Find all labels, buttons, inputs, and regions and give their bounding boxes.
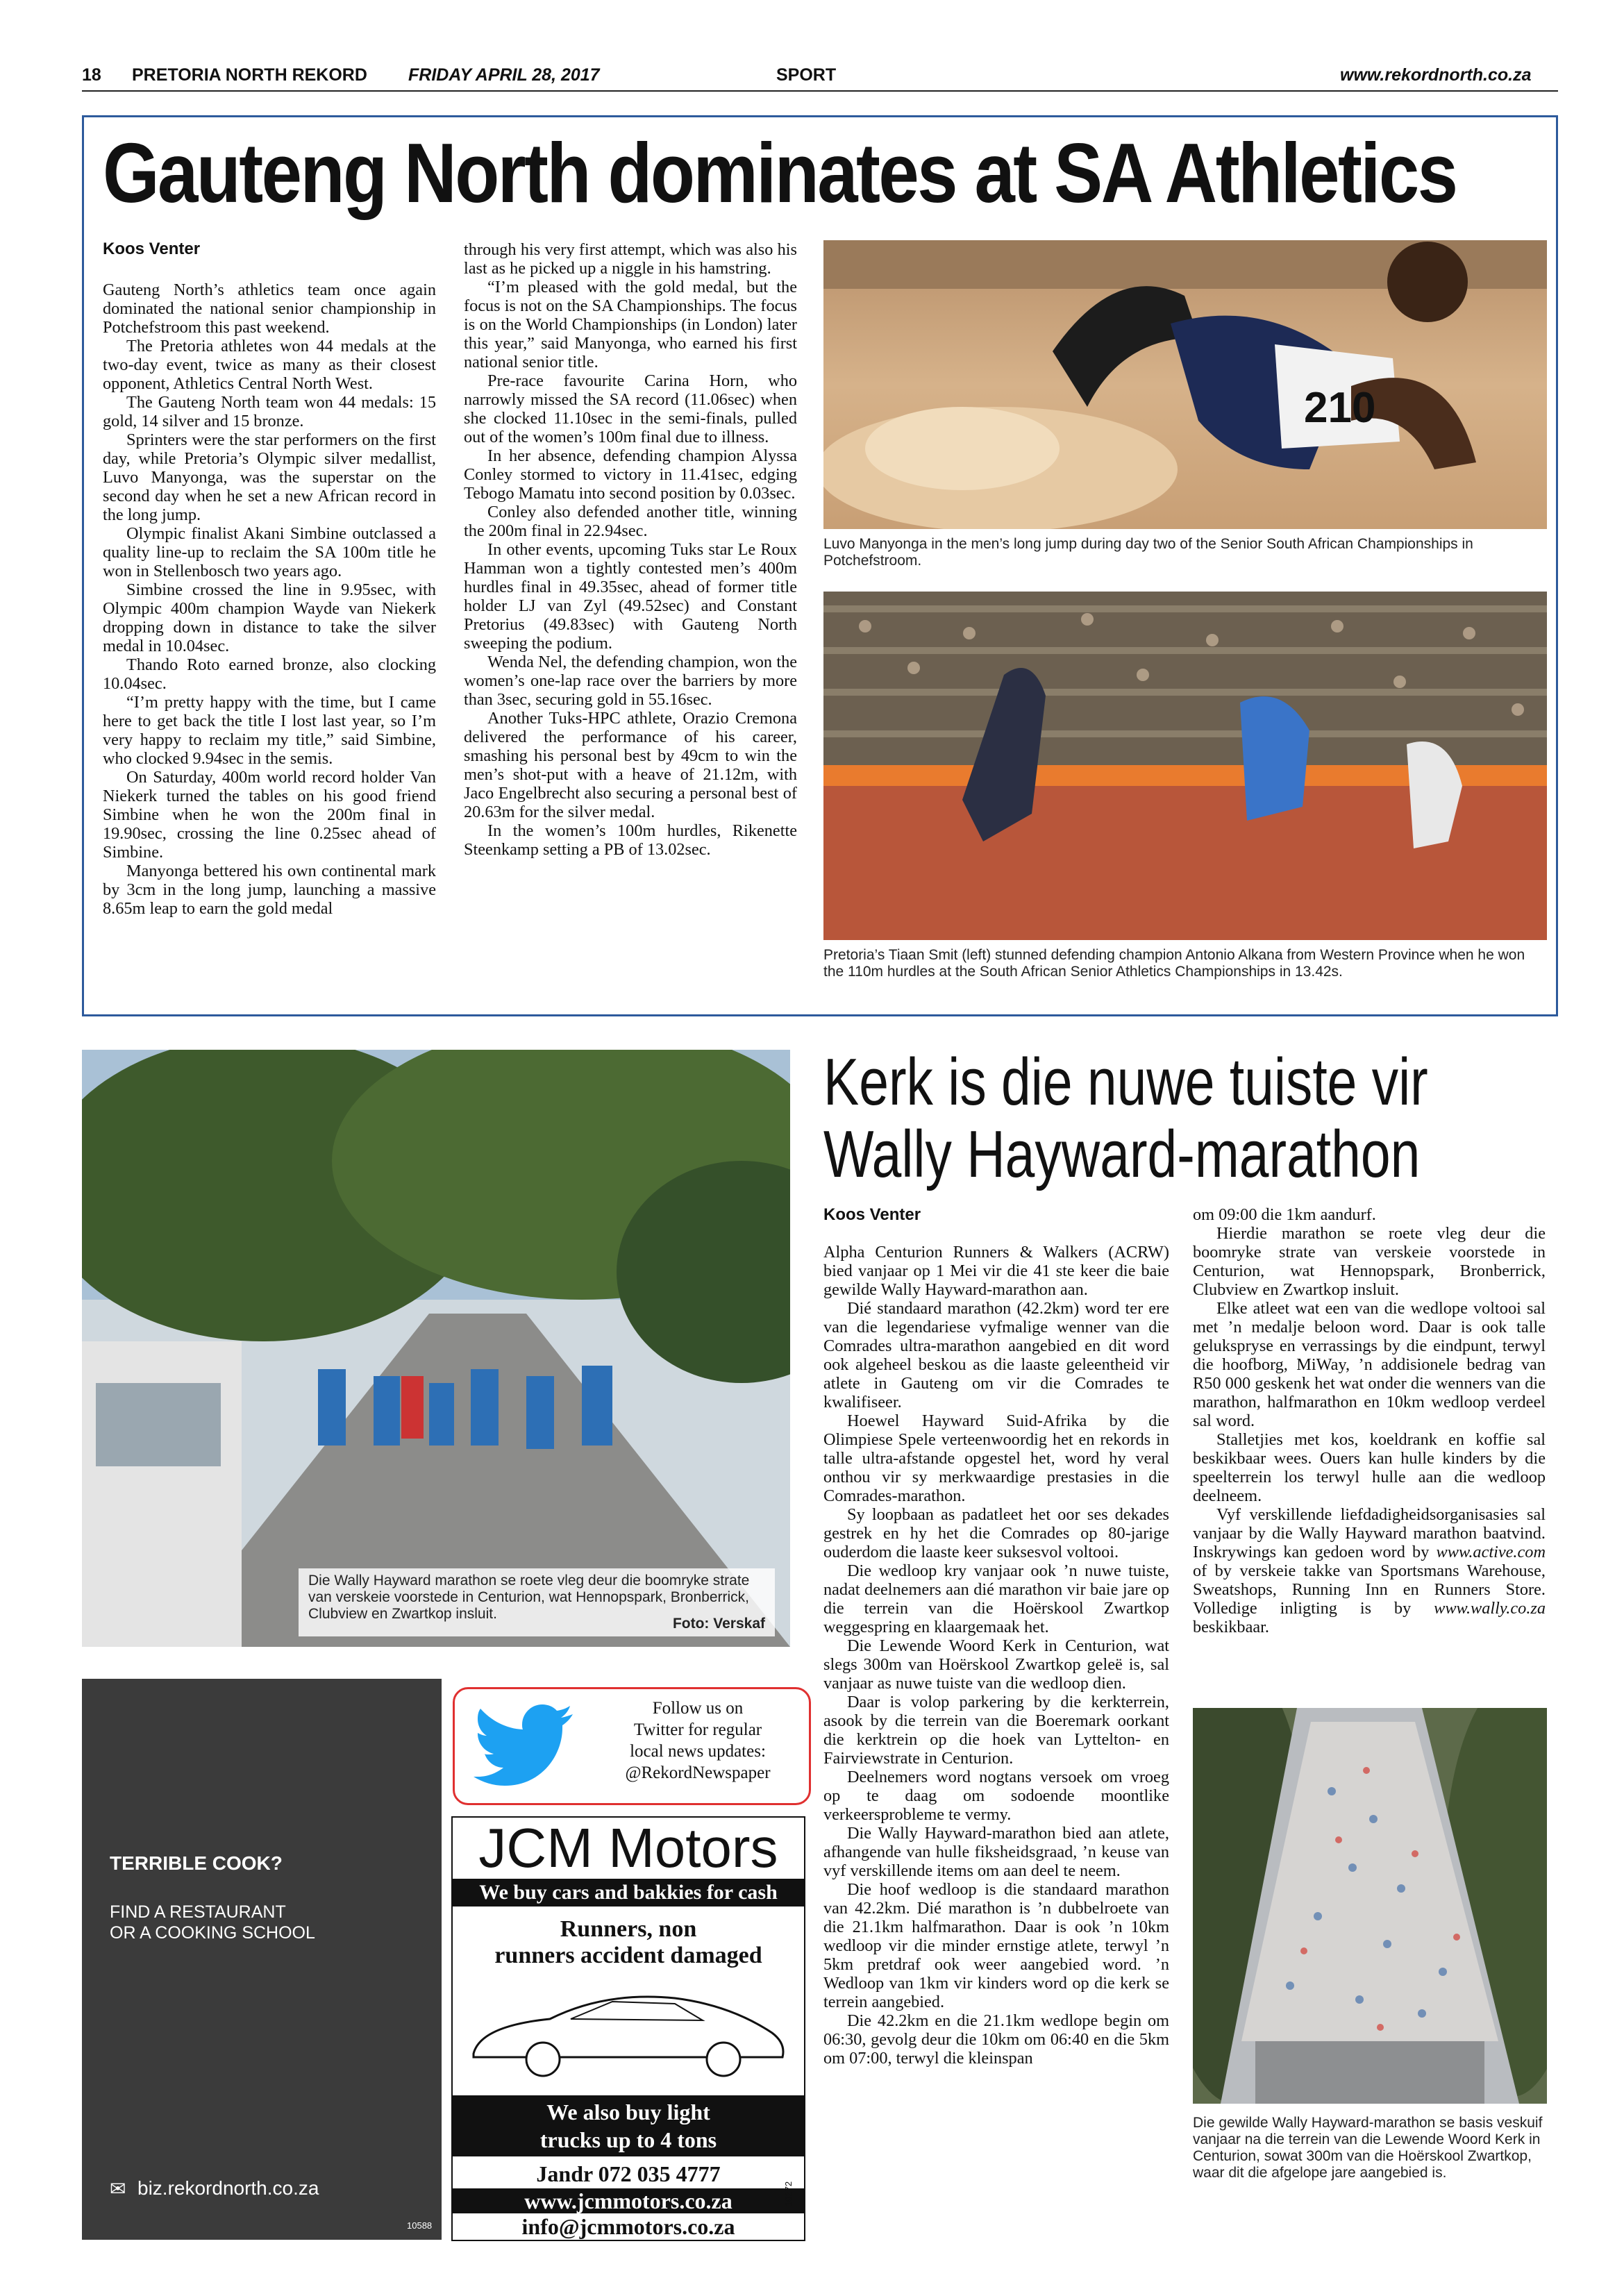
restaurant-ad[interactable] [82, 1679, 442, 2240]
paragraph: om 09:00 die 1km aandurf. [1193, 1205, 1376, 1224]
aerial-marathon-photo [1193, 1708, 1547, 2104]
twitter-text [594, 1698, 802, 1784]
paragraph: Another Tuks-HPC athlete, Orazio Cremona delivered the performance of his career, smashing his personal best by 49cm to win the men’s shot-put with a heave of 21.12m, with Jaco Engelbrecht also securing a personal best of 20.63m for the silver medal. [464, 709, 797, 821]
jcm-light-trucks [453, 2095, 804, 2156]
paragraph: Simbine crossed the line in 9.95sec, with Olympic 400m champion Wayde van Niekerk dropping down in distance to take the silver medal in 10.04sec. [103, 580, 436, 655]
photo-caption: Pretoria’s Tiaan Smit (left) stunned defending champion Antonio Alkana from Western Province when he won the 110m hurdles at the South African Senior Athletics Championships in 13.42s. [823, 947, 1525, 980]
twitter-ad[interactable] [453, 1687, 811, 1805]
paragraph: Olympic finalist Akani Simbine outclassed a quality line-up to reclaim the SA 100m title he won in Stellenbosch two years ago. [103, 524, 436, 580]
paragraph: Sprinters were the star performers on the first day, while Pretoria’s Olympic silver medallist, Luvo Manyonga, was the superstar on the second day when he set a new African record in the long jump. [103, 430, 436, 524]
header-rule [82, 90, 1558, 92]
ad-line: FIND A RESTAURANT [110, 1902, 286, 1922]
paragraph [1193, 1505, 1546, 1636]
paragraph: Stalletjies met kos, koeldrank en koffie sal beskikbaar wees. Ouers kan hulle kinders by die speelterrein los terwyl hulle aan die wedloop deelneem. [1193, 1430, 1546, 1505]
athlete-bib-number: 210 [1304, 384, 1376, 432]
paragraph: Pre-race favourite Carina Horn, who narrowly missed the SA record (11.06sec) when she clocked 11.10sec in the semi-finals, pulled out of the women’s 100m final due to illness. [464, 371, 797, 446]
paragraph: Die hoof wedloop is die standaard marathon van 42.2km. Dié marathon is ’n dubbelroete van die 21.1km halfmarathon. Daar is ook ’n 10km wedloop vir die minder ernstige atlete, terwyl ’n 5km pretdraf ook weer aangebied word. ’n Wedloop van 1km vir kinders word op die kerk se terrein aangebied. [823, 1880, 1169, 2011]
paragraph: Thando Roto earned bronze, also clocking 10.04sec. [103, 655, 436, 693]
story1-column-2 [464, 240, 797, 1011]
photo-caption: Die Wally Hayward marathon se roete vleg deur die boomryke strate van verskeie voorstede in Centurion, wat Hennopspark, Bronberrick, Clubview en Zwartkop insluit. [308, 1573, 750, 1622]
website-link[interactable]: www.rekordnorth.co.za [1340, 65, 1532, 85]
paragraph: Deelnemers word nogtans versoek om vroeg op te daag om sodoende moontlike verkeersprobleme te vermy. [823, 1768, 1169, 1824]
paragraph: Sy loopbaan as padatleet het oor ses dekades gestrek en hy het die Comrades op 80-jarige ouderdom die laaste keer suksesvol voltooi. [823, 1505, 1169, 1561]
hurdles-photo [823, 592, 1547, 940]
paragraph: Elke atleet wat een van die wedlope voltooi sal met ’n medalje beloon word. Daar is ook talle gelukspryse en verrassings by die eindpunt, terwyl die hoofborg, MiWay, ’n addisionele bedrag van R50 000 geskenk het wat onder die wenners van die marathon, halfmarathon en 10km wedloop verdeel sal word. [1193, 1299, 1546, 1430]
story2-column-1 [823, 1243, 1169, 2258]
handshake-icon: ✉ [110, 2179, 126, 2200]
ad-code: 10588 [407, 2220, 433, 2231]
photo-credit: Foto: Verskaf [672, 1616, 765, 1632]
story2-headline-line1: Kerk is die nuwe tuiste vir [823, 1045, 1428, 1119]
jcm-offer-line: runners accident damaged [494, 1943, 762, 1968]
paragraph: Die 42.2km en die 21.1km wedlope begin om 06:30, gevolg deur die 10km om 06:40 en die 5km om 07:00, terwyl die kleinspan [823, 2011, 1169, 2068]
story1-column-1 [103, 280, 436, 1009]
paragraph: through his very first attempt, which was also his last as he picked up a niggle in his hamstring. [464, 240, 797, 278]
ad-line: OR A COOKING SCHOOL [110, 1923, 315, 1943]
paragraph: On Saturday, 400m world record holder Van Niekerk turned the tables on his good friend Simbine when he won the 200m final in 19.90sec, crossing the line 0.25sec ahead of Simbine. [103, 768, 436, 862]
twitter-line: Follow us on [652, 1699, 744, 1718]
marathon-road-photo [82, 1050, 790, 1647]
link-wally[interactable]: www.wally.co.za [1434, 1599, 1546, 1618]
paragraph: Wenda Nel, the defending champion, won the women’s one-lap race over the barriers by more than 3sec, securing gold in 55.16sec. [464, 653, 797, 709]
jcm-light-line: trucks up to 4 tons [539, 2127, 717, 2152]
jcm-website[interactable]: www.jcmmotors.co.za [453, 2188, 804, 2213]
ad-website[interactable]: biz.rekordnorth.co.za [137, 2177, 319, 2199]
story1-byline: Koos Venter [103, 240, 201, 258]
twitter-bird-icon [470, 1704, 574, 1788]
paragraph: Dié standaard marathon (42.2km) word ter ere van die legendariese vyfmalige wenner van die Comrades ultra-marathon aangebied en dit word ook algeheel beskou as die laaste geleentheid vir atlete in Gauteng om vir die Comrades te kwalifiseer. [823, 1299, 1169, 1411]
paragraph: Die Lewende Woord Kerk in Centurion, wat slegs 300m van Hoërskool Zwartkop geleë is, sal vanjaar as nuwe tuiste van die wedloop dien. [823, 1636, 1169, 1693]
paragraph: “I’m pleased with the gold medal, but the focus is not on the SA Championships. The focus is on the World Championships (in London) later this year,” said Manyonga, who earned his first national senior title. [464, 278, 797, 371]
photo-caption: Die gewilde Wally Hayward-marathon se basis veskuif vanjaar na die terrein van die Lewende Woord Kerk in Centurion, sowat 300m van die Hoërskool Zwartkop, waar dit die afgelope jare aangebied is. [1193, 2115, 1543, 2181]
ad-code: 10272 [783, 2181, 794, 2206]
text-span: Vyf verskillende liefdadigheidsorganisasies sal vanjaar by die Wally Hayward marathon baatvind. Inskrywings kan gedoen word by [1193, 1505, 1546, 1561]
story2-byline: Koos Venter [823, 1205, 921, 1224]
paragraph: Hierdie marathon se roete vleg deur die boomryke strate van verskeie voorstede in Centurion, wat Hennopspark, Bronberrick, Clubview en Zwartkop insluit. [1193, 1224, 1546, 1299]
page-number: 18 [82, 65, 101, 85]
jcm-offer [453, 1916, 804, 1969]
paragraph: In the women’s 100m hurdles, Rikenette Steenkamp setting a PB of 13.02sec. [464, 821, 797, 859]
paragraph: In other events, upcoming Tuks star Le Roux Hamman won a tightly contested men’s 400m hurdles final in 49.35sec, ahead of former title holder LJ van Zyl (49.52sec) and Constant Pretorius (49.83sec) with Gauteng North sweeping the podium. [464, 540, 797, 653]
paragraph: Gauteng North’s athletics team once again dominated the national senior championship in Potchefstroom this past weekend. [103, 280, 436, 337]
text-span: beskikbaar. [1193, 1618, 1269, 1636]
paragraph: The Gauteng North team won 44 medals: 15 gold, 14 silver and 15 bronze. [103, 393, 436, 430]
twitter-line: local news updates: [630, 1742, 766, 1761]
paragraph: Alpha Centurion Runners & Walkers (ACRW) bied vanjaar op 1 Mei vir die 41 ste keer die baie gewilde Wally Hayward-marathon aan. [823, 1243, 1169, 1299]
paragraph: The Pretoria athletes won 44 medals at the two-day event, twice as many as their closest opponent, Athletics Central North West. [103, 337, 436, 393]
text-span: of by verskeie takke van Sportsmans Warehouse, Sweatshops, Running Inn en Runners Store. Volledige inligting is by [1193, 1561, 1546, 1618]
caption-overlay [299, 1568, 775, 1636]
jcm-motors-ad[interactable] [451, 1816, 805, 2241]
story1-headline: Gauteng North dominates at SA Athletics [103, 126, 1457, 220]
issue-date: FRIDAY APRIL 28, 2017 [408, 65, 600, 85]
paragraph: Manyonga bettered his own continental mark by 3cm in the long jump, launching a massive 8.65m leap to earn the gold medal [103, 862, 436, 918]
link-active[interactable]: www.active.com [1436, 1543, 1546, 1561]
jcm-email[interactable]: info@jcmmotors.co.za [521, 2214, 735, 2239]
jcm-tagline: We buy cars and bakkies for cash [453, 1879, 804, 1907]
long-jump-photo [823, 240, 1547, 529]
paragraph: Conley also defended another title, winning the 200m final in 22.94sec. [464, 503, 797, 540]
twitter-handle[interactable]: @RekordNewspaper [625, 1763, 771, 1782]
paragraph: Die Wally Hayward-marathon bied aan atlete, afhangende van hulle fiksheidsgraad, ’n keuse van vyf verskillende items om aan deel te neem. [823, 1824, 1169, 1880]
twitter-line: Twitter for regular [633, 1720, 762, 1739]
paragraph: Die wedloop kry vanjaar ook ’n nuwe tuiste, nadat deelnemers aan dié marathon vir baie jare op die terrein van die Hoërskool Zwartkop weggespring en klaargemaak het. [823, 1561, 1169, 1636]
ad-title: TERRIBLE COOK? [110, 1852, 283, 1874]
story2-column-2 [1193, 1205, 1546, 1691]
paragraph: Hoewel Hayward Suid-Afrika by die Olimpiese Spele verteenwoordig het en rekords in talle ultra-afstande opgestel het, word hy veral onthou vir sy merkwaardige prestasies in die Comrades-marathon. [823, 1411, 1169, 1505]
jcm-offer-line: Runners, non [560, 1916, 697, 1942]
photo-caption: Luvo Manyonga in the men’s long jump during day two of the Senior South African Championships in Potchefstroom. [823, 536, 1473, 569]
paper-name: PRETORIA NORTH REKORD [132, 65, 367, 85]
sports-car-icon [467, 1977, 790, 2081]
jcm-light-line: We also buy light [546, 2100, 710, 2125]
paragraph: Daar is volop parkering by die kerkterrein, asook by die terrein van die Boeremark oorkant die kerktrein op die hoek van Lyttelton- en Fairviewstrate in Centurion. [823, 1693, 1169, 1768]
section-label: SPORT [776, 65, 837, 85]
jcm-phone[interactable]: Jandr 072 035 4777 [536, 2161, 721, 2186]
paragraph: In her absence, defending champion Alyssa Conley stormed to victory in 11.41sec, edging Tebogo Mamatu into second position by 0.03sec. [464, 446, 797, 503]
story2-headline-line2: Wally Hayward-marathon [823, 1117, 1421, 1191]
paragraph: “I’m pretty happy with the time, but I came here to get back the title I lost last year, so I’m very happy to reclaim my title,” said Simbine, who clocked 9.94sec in the semis. [103, 693, 436, 768]
jcm-title: JCM Motors [478, 1817, 778, 1879]
